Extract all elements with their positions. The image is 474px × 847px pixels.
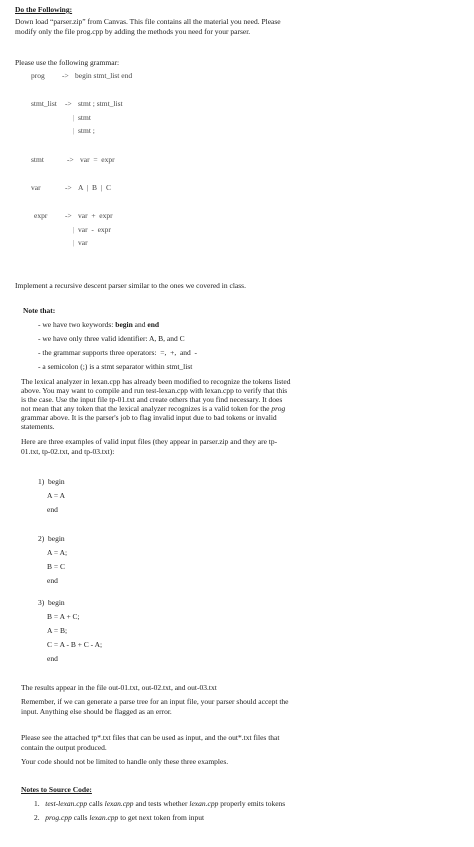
notes-source-item-1 (34, 799, 285, 809)
item-text: calls (87, 799, 105, 808)
lexical-line-5: grammar above. It is the parser's job to flag invalid input due to bad tokens or invalid (21, 413, 277, 422)
grammar-intro: Please use the following grammar: (15, 58, 120, 67)
lexical-line-2: above. You may want to compile and run test-lexan.cpp with lexan.cpp to verify that this (21, 386, 288, 395)
intro-line-2: modify only the file prog.cpp by adding the methods you need for your parser. (15, 27, 251, 36)
grammar-stmt-list-rhs-1: stmt ; stmt_list (78, 99, 123, 108)
example-3-line: C = A - B + C - A; (47, 640, 103, 649)
note-bullet-keywords (38, 320, 159, 330)
grammar-expr-lhs: expr (34, 211, 48, 220)
example-1-begin: 1) begin (38, 477, 65, 486)
grammar-alt-bar: | (73, 113, 75, 122)
remember-line-1: Remember, if we can generate a parse tree for an input file, your parser should accept the (21, 697, 289, 706)
results-text: The results appear in the file out-01.txt, out-02.txt, and out-03.txt (21, 683, 217, 692)
grammar-stmt-rhs: var = expr (80, 155, 115, 164)
example-2-begin: 2) begin (38, 534, 65, 543)
filename: lexan.cpp (189, 799, 219, 808)
grammar-expr-rhs-1: var + expr (78, 211, 113, 220)
grammar-prog-arrow: -> (62, 71, 69, 80)
lexical-line-6: statements. (21, 422, 55, 431)
example-2-line: A = A; (47, 548, 68, 557)
example-1-line: A = A (47, 491, 65, 500)
grammar-var-lhs: var (31, 183, 41, 192)
grammar-stmt-list-rhs-3: stmt ; (78, 126, 95, 135)
grammar-var-rhs: A | B | C (78, 183, 112, 192)
notes-source-item-2 (34, 813, 204, 823)
limited-text: Your code should not be limited to handle only these three examples. (21, 757, 229, 766)
item-number: 1. (34, 799, 40, 808)
grammar-prog-rhs: begin stmt_list end (75, 71, 133, 80)
example-3-line: A = B; (47, 626, 68, 635)
item-number: 2. (34, 813, 40, 822)
note-bullet-semicolon: - a semicolon (;) is a stmt separator within stmt_list (38, 362, 193, 371)
example-2-line: B = C (47, 562, 65, 571)
grammar-expr-rhs-2: var - expr (78, 225, 111, 234)
note-bullet-operators: - the grammar supports three operators: =, +, and - (38, 348, 198, 357)
implement-text: Implement a recursive descent parser similar to the ones we covered in class. (15, 281, 246, 290)
examples-intro-1: Here are three examples of valid input files (they appear in parser.zip and they are tp- (21, 437, 278, 446)
grammar-expr-rhs-3: var (78, 238, 88, 247)
grammar-prog-lhs: prog (31, 71, 45, 80)
intro-line-1: Down load “parser.zip” from Canvas. This file contains all the material you need. Please (15, 17, 281, 26)
page-heading: Do the Following: (15, 5, 73, 14)
grammar-stmt-list-rhs-2: stmt (78, 113, 91, 122)
example-2-end: end (47, 576, 58, 585)
grammar-stmt-list-lhs: stmt_list (31, 99, 57, 108)
grammar-stmt-arrow: -> (67, 155, 74, 164)
lexical-line-4-text: not mean that any token that the lexical analyzer recognizes is a valid token for the (21, 404, 272, 413)
example-1-end: end (47, 505, 58, 514)
examples-intro-2: 01.txt, tp-02.txt, and tp-03.txt): (21, 447, 115, 456)
item-text: properly emits tokens (218, 799, 286, 808)
item-text: and tests whether (133, 799, 190, 808)
example-3-line: B = A + C; (47, 612, 80, 621)
filename: lexan.cpp (89, 813, 119, 822)
lexical-line-1: The lexical analyzer in lexan.cpp has already been modified to recognize the tokens listed (21, 377, 291, 386)
grammar-stmt-lhs: stmt (31, 155, 44, 164)
item-text: to get next token from input (118, 813, 205, 822)
note-bullet-keywords-pre: - we have two keywords: (38, 320, 116, 329)
note-and: and (132, 320, 148, 329)
filename: prog.cpp (45, 813, 72, 822)
grammar-var-arrow: -> (65, 183, 72, 192)
grammar-expr-arrow: -> (65, 211, 72, 220)
note-bullet-identifiers: - we have only three valid identifier: A, B, and C (38, 334, 185, 343)
attached-line-2: contain the output produced. (21, 743, 107, 752)
example-3-end: end (47, 654, 58, 663)
grammar-alt-bar: | (73, 238, 75, 247)
note-title: Note that: (23, 306, 56, 315)
lexical-line-3: is the case. Use the input file tp-01.txt and create others that you find necessary. It does (21, 395, 283, 404)
keyword-begin: begin (115, 320, 133, 329)
grammar-alt-bar: | (73, 225, 75, 234)
notes-source-title: Notes to Source Code: (21, 785, 92, 794)
attached-line-1: Please see the attached tp*.txt files that can be used as input, and the out*.txt files that (21, 733, 280, 742)
grammar-stmt-list-arrow: -> (65, 99, 72, 108)
grammar-alt-bar: | (73, 126, 75, 135)
item-text: calls (71, 813, 90, 822)
prog-italic: prog (271, 404, 286, 413)
filename: lexan.cpp (104, 799, 134, 808)
remember-line-2: input. Anything else should be flagged as an error. (21, 707, 172, 716)
filename: test-lexan.cpp (45, 799, 88, 808)
example-3-begin: 3) begin (38, 598, 65, 607)
keyword-end: end (147, 320, 160, 329)
